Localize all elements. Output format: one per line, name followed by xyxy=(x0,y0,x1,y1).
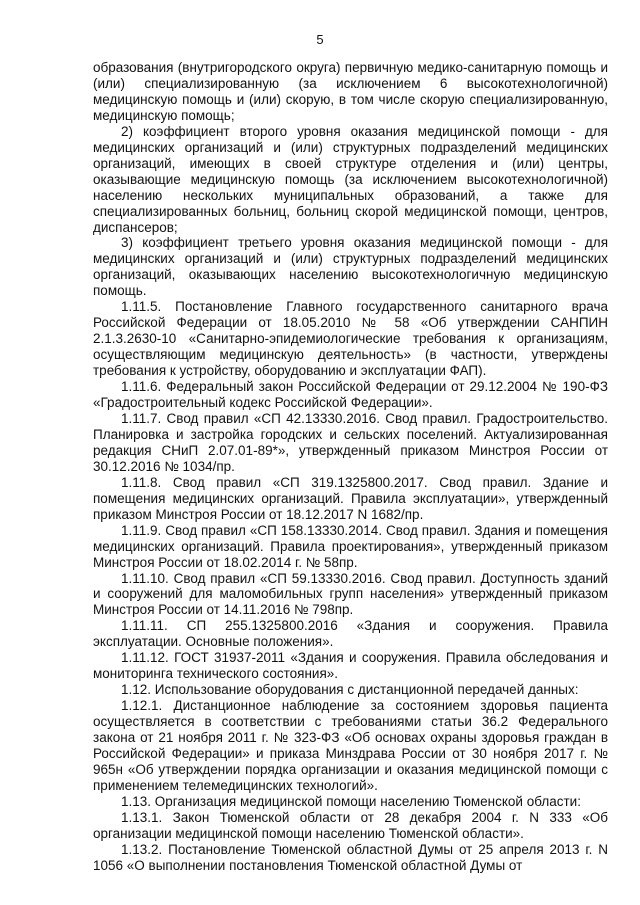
paragraph-level-2: 2) коэффициент второго уровня оказания медицинской помощи - для медицинских организаций и (или) структурных подразделений медицинских организаций, имеющих в своей структуре отделения и (или) центры, оказывающие медицинскую помощь (за исключением высокотехнологичной) населению нескольких муниципальных образований, а также для специализированных больниц, больниц скорой медицинской помощи, центров, диспансеров; xyxy=(93,123,608,235)
paragraph-1-12: 1.12. Использование оборудования с дистанционной передачей данных: xyxy=(121,682,579,698)
page-number: 5 xyxy=(316,32,324,47)
paragraph-1-11-10: 1.11.10. Свод правил «СП 59.13330.2016. Свод правил. Доступность зданий и сооружений для маломобильных групп населения» утвержденный приказом Минстроя России от 14.11.2016 № 798пр. xyxy=(93,570,608,618)
paragraph-1-13: 1.13. Организация медицинской помощи населению Тюменской области: xyxy=(121,793,581,809)
paragraph-1-11-9: 1.11.9. Свод правил «СП 158.13330.2014. Свод правил. Здания и помещения медицинских организаций. Правила проектирования», утвержденный приказом Минстроя России от 18.02.2014 г. № 58пр. xyxy=(93,522,608,570)
paragraph-1-13-2: 1.13.2. Постановление Тюменской областной Думы от 25 апреля 2013 г. N 1056 «О выполнении постановления Тюменской областной Думы от xyxy=(93,841,608,873)
paragraph-1-11-11: 1.11.11. СП 255.1325800.2016 «Здания и сооружения. Правила эксплуатации. Основные положения». xyxy=(93,618,608,650)
paragraph-1-11-8: 1.11.8. Свод правил «СП 319.1325800.2017. Свод правил. Здание и помещения медицинских организаций. Правила эксплуатации», утвержденный приказом Минстроя России от 18.12.2017 N 1682/пр. xyxy=(93,474,608,522)
paragraph-1-11-7: 1.11.7. Свод правил «СП 42.13330.2016. Свод правил. Градостроительство. Планировка и застройка городских и сельских поселений. Актуализированная редакция СНиП 2.07.01-89*», утвержденный приказом Минстроя России от 30.12.2016 № 1034/пр. xyxy=(93,410,608,474)
paragraph-1-11-6: 1.11.6. Федеральный закон Российской Федерации от 29.12.2004 № 190-ФЗ «Градостроительный кодекс Российской Федерации». xyxy=(93,379,608,411)
paragraph-1-12-1: 1.12.1. Дистанционное наблюдение за состоянием здоровья пациента осуществляется в соответствии с требованиями статьи 36.2 Федерального закона от 21 ноября 2011 г. № 323-ФЗ «Об основах охраны здоровья граждан в Российской Федерации» и приказа Минздрава России от 30 ноября 2017 г. № 965н «Об утверждении порядка организации и оказания медицинской помощи с применением телемедицинских технологий». xyxy=(93,698,608,793)
paragraph-1-13-1: 1.13.1. Закон Тюменской области от 28 декабря 2004 г. N 333 «Об организации медицинской помощи населению Тюменской области». xyxy=(93,809,608,841)
document-body xyxy=(93,60,608,874)
paragraph-level-3: 3) коэффициент третьего уровня оказания медицинской помощи - для медицинских организаций и (или) структурных подразделений медицинских организаций, оказывающих населению высокотехнологичную медицинскую помощь. xyxy=(93,235,608,299)
paragraph-1-11-5: 1.11.5. Постановление Главного государственного санитарного врача Российской Федерации от 18.05.2010 № 58 «Об утверждении САНПИН 2.1.3.2630-10 «Санитарно-эпидемиологические требования к организациям, осуществляющим медицинскую деятельность» (в частности, утверждены требования к устройству, оборудованию и эксплуатации ФАП). xyxy=(93,299,608,379)
paragraph-1-11-12: 1.11.12. ГОСТ 31937-2011 «Здания и сооружения. Правила обследования и мониторинга технического состояния». xyxy=(93,650,608,682)
paragraph-continuation: образования (внутригородского округа) первичную медико-санитарную помощь и (или) специализированную (за исключением 6 высокотехнологичной) медицинскую помощь и (или) скорую, в том числе скорую специализированную, медицинскую помощь; xyxy=(93,60,608,123)
